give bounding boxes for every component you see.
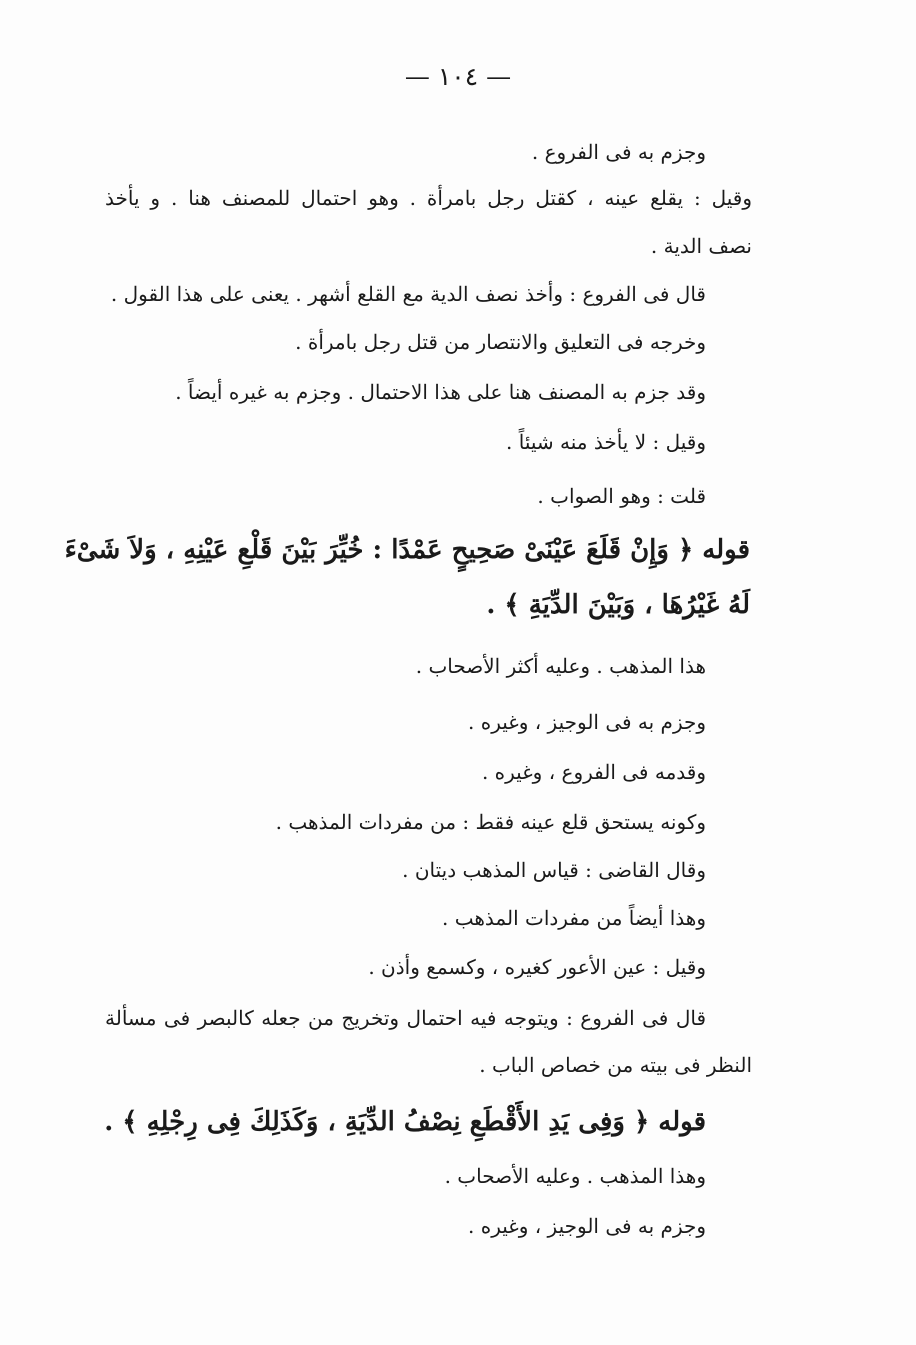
text-line-15: وقيل : عين الأعور كغيره ، وكسمع وأذن . [368, 955, 706, 979]
text-line-14: وهذا أيضاً من مفردات المذهب . [442, 906, 706, 930]
text-line-17: النظر فى بيته من خصاص الباب . [479, 1053, 752, 1077]
text-line-10: وجزم به فى الوجيز ، وغيره . [468, 710, 706, 734]
text-line-6: وقد جزم به المصنف هنا على هذا الاحتمال . وجزم به غيره أيضاً . [175, 380, 706, 404]
text-line-16: قال فى الفروع : ويتوجه فيه احتمال وتخريج من جعله كالبصر فى مسألة [105, 1006, 706, 1030]
text-line-12: وكونه يستحق قلع عينه فقط : من مفردات المذهب . [275, 810, 706, 834]
text-line-1: وجزم به فى الفروع . [531, 140, 706, 164]
text-line-11: وقدمه فى الفروع ، وغيره . [481, 760, 706, 784]
quote-line-2: لَهُ غَيْرُهَا ، وَبَيْنَ الدِّيَةِ ﴾ . [486, 590, 750, 620]
quote-line-3: قوله ﴿ وَفِى يَدِ الأَقْطَعِ نِصْفُ الدِّيَةِ ، وَكَذَلِكَ فِى رِجْلِهِ ﴾ . [104, 1107, 706, 1137]
text-line-19: وجزم به فى الوجيز ، وغيره . [468, 1214, 706, 1238]
text-line-2: وقيل : يقلع عينه ، كقتل رجل بامرأة . وهو احتمال للمصنف هنا . و يأخذ [105, 186, 752, 210]
quote-line-1: قوله ﴿ وَإِنْ قَلَعَ عَيْنَىْ صَحِيحٍ عَمْدًا : خُيِّرَ بَيْنَ قَلْعِ عَيْنِهِ ، وَلاَ شَىْءَ [64, 535, 750, 565]
text-line-3: نصف الدية . [650, 234, 752, 258]
text-line-7: وقيل : لا يأخذ منه شيئاً . [506, 430, 706, 454]
text-line-5: وخرجه فى التعليق والانتصار من قتل رجل بامرأة . [295, 330, 706, 354]
text-line-13: وقال القاضى : قياس المذهب ديتان . [402, 858, 706, 882]
text-line-18: وهذا المذهب . وعليه الأصحاب . [444, 1164, 706, 1188]
page-number: — ١٠٤ — [404, 62, 512, 91]
text-line-9: هذا المذهب . وعليه أكثر الأصحاب . [415, 654, 706, 678]
text-line-4: قال فى الفروع : وأخذ نصف الدية مع القلع أشهر . يعنى على هذا القول . [110, 282, 706, 306]
text-line-8: قلت : وهو الصواب . [537, 484, 706, 508]
